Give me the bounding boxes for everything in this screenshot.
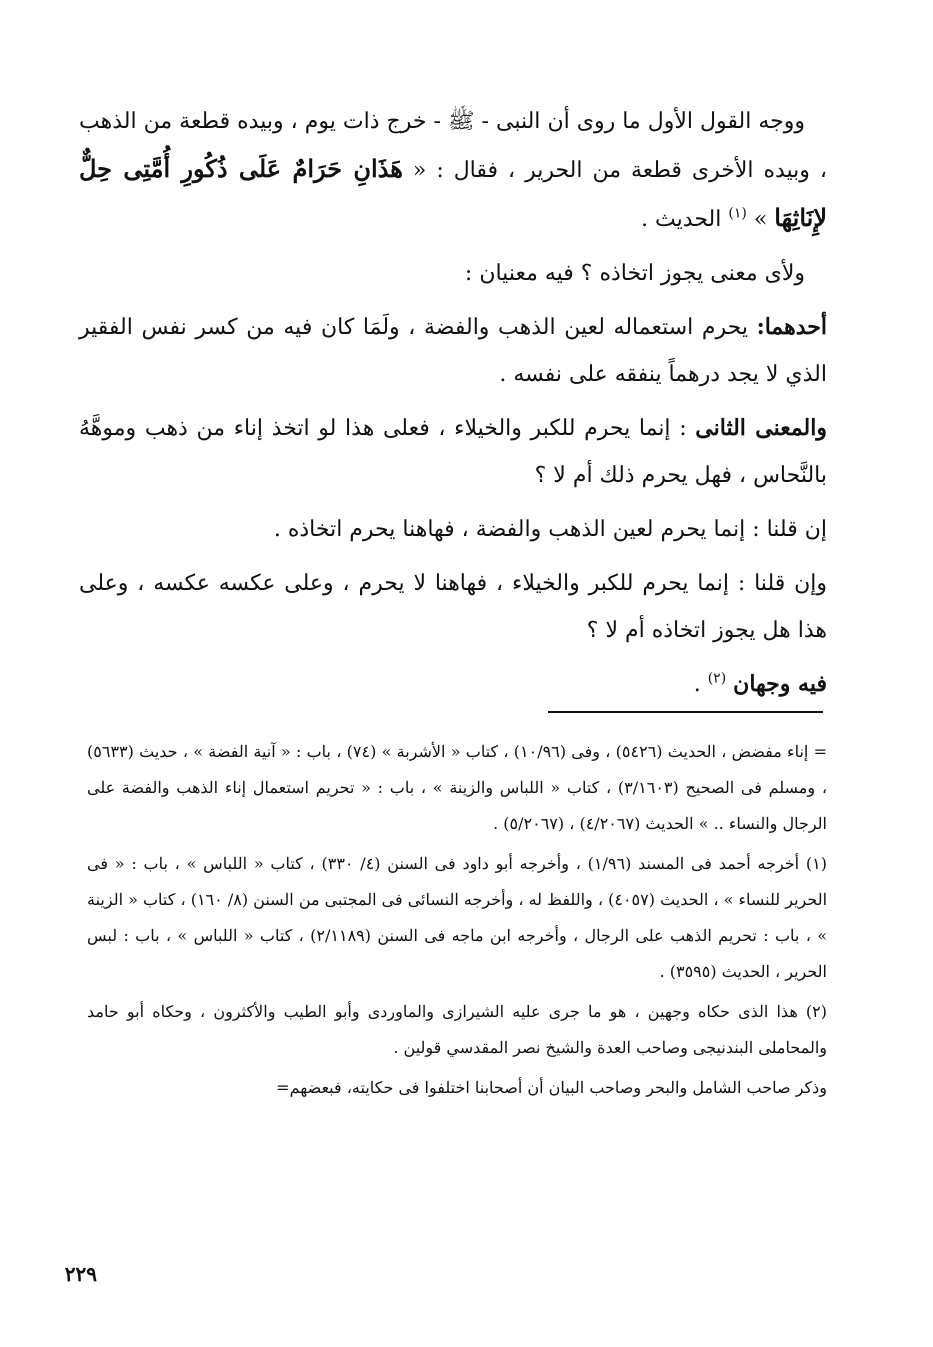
p1-text-c: » [753, 207, 775, 232]
footnote-divider [548, 711, 823, 713]
paragraph-5: إن قلنا : إنما يحرم لعين الذهب والفضة ، فهاهنا يحرم اتخاذه . [273, 517, 827, 542]
p4-label: والمعنى الثانى [695, 415, 827, 441]
footnotes [87, 734, 827, 1110]
footnote-ref-1: (١) [728, 205, 747, 222]
footnote-2: (٢) هذا الذى حكاه وجهين ، هو ما جرى عليه الشيرازى والماوردى وأبو الطيب والأكثرون ، وحكاه أبو حامد والمحاملى البندنيجى وصاحب العدة والشيخ نصر المقدسي قولين . [87, 1002, 827, 1057]
footnote-continuation: = إناء مفضض ، الحديث (٥٤٢٦) ، وفى (١٠/٩٦) ، كتاب « الأشربة » (٧٤) ، باب : « آنية الفضة » ، حديث (٥٦٣٣) ، ومسلم فى الصحيح (٣/١٦٠٣) ، كتاب « اللباس والزينة » ، باب : « تحريم استعمال إناء الذهب والفضة على الرجال والنساء .. » الحديث (٤/٢٠٦٧) ، (٥/٢٠٦٧) . [87, 742, 828, 833]
p1-text-a: ووجه القول الأول ما روى أن النبى - [474, 109, 805, 134]
p1-text-b: - خرج ذات يوم ، وبيده قطعة من الذهب ، وبيده الأخرى قطعة من الحرير ، فقال : « [79, 109, 827, 183]
p4-text: : إنما يحرم للكبر والخيلاء ، فعلى هذا لو اتخذ إناء من ذهب وموهَّهُ بالنَّحاس ، فهل يحرم ذلك أم لا ؟ [79, 416, 827, 488]
paragraph-4 [79, 405, 827, 499]
salawat-ligature: ﷺ [447, 109, 475, 134]
p7-text: فيه وجهان [733, 671, 827, 697]
page-number: ٢٢٩ [64, 1262, 97, 1286]
footnote-ref-2: (٢) [707, 670, 727, 687]
p3-label: أحدهما: [756, 314, 827, 340]
hadith-quote: هَذَانِ حَرَامٌ عَلَى ذُكُورِ أُمَّتِى حِلٌّ لإِنَاثِهَا [79, 154, 827, 232]
paragraph-3 [79, 304, 827, 398]
paragraph-2: ولأى معنى يجوز اتخاذه ؟ فيه معنيان : [464, 261, 805, 286]
p3-text: يحرم استعماله لعين الذهب والفضة ، ولَمَا كان فيه من كسر نفس الفقير الذي لا يجد درهماً ينفقه على نفسه . [79, 315, 827, 387]
footnote-1: (١) أخرجه أحمد فى المسند (١/٩٦) ، وأخرجه أبو داود فى السنن (٤/ ٣٣٠) ، كتاب « اللباس » ، باب : « فى الحرير للنساء » ، الحديث (٤٠٥٧) ، واللفظ له ، وأخرجه النسائى فى المجتبى من السنن (٨/ ١٦٠) ، كتاب « الزينة » ، باب : تحريم الذهب على الرجال ، وأخرجه ابن ماجه فى السنن (٢/١١٨٩) ، كتاب « اللباس » ، باب : لبس الحرير ، الحديث (٣٥٩٥) . [87, 854, 828, 981]
footnote-2-continued: وذكر صاحب الشامل والبحر وصاحب البيان أن أصحابنا اختلفوا فى حكايته، فبعضهم= [276, 1078, 827, 1097]
p1-text-d: الحديث . [641, 207, 729, 232]
paragraph-7 [79, 661, 827, 708]
p7-end: . [693, 672, 708, 697]
paragraph-1 [79, 98, 827, 243]
paragraph-6: وإن قلنا : إنما يحرم للكبر والخيلاء ، فهاهنا لا يحرم ، وعلى عكسه عكسه ، وعلى هذا هل يجوز اتخاذه أم لا ؟ [79, 571, 827, 643]
main-text [79, 98, 827, 715]
